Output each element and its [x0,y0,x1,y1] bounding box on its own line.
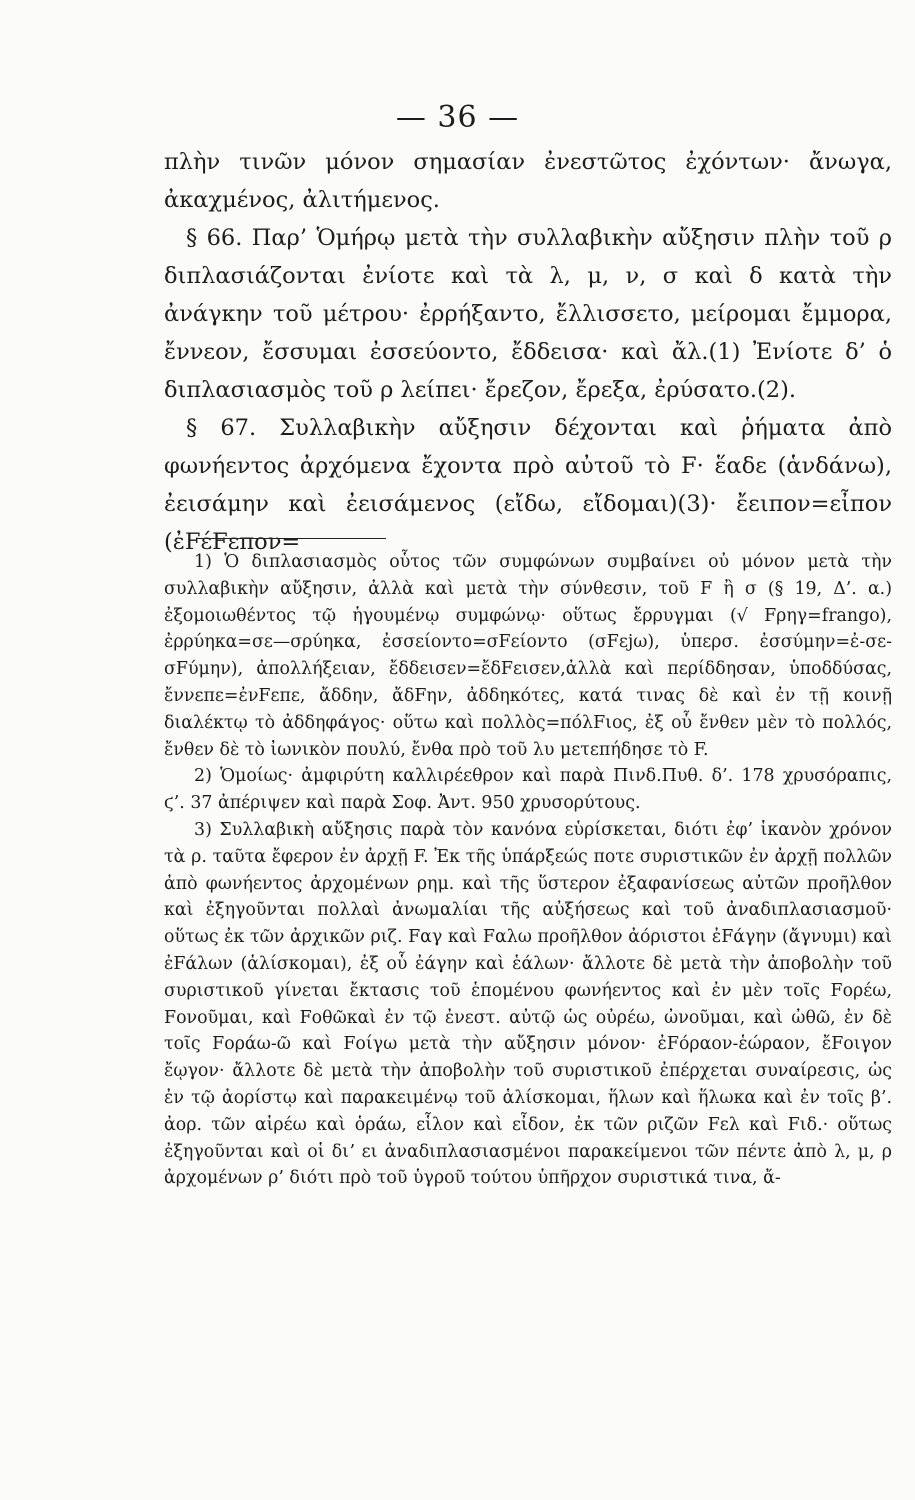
section-66: § 66. Παρ’ Ὁμήρῳ μετὰ τὴν συλλαβικὴν αὔξησιν πλὴν τοῦ ρ διπλασιάζονται ἐνίοτε καὶ τὰ λ, μ, ν, σ καὶ δ κατὰ τὴν ἀνάγκην τοῦ μέτρου· ἐρρήξαντο, ἔλλισσετο, μείρομαι ἔμμορα, ἔννεον, ἔσσυμαι ἐσσεύοντο, ἔδδεισα· καὶ ἄλ.(1) Ἐνίοτε δ’ ὁ διπλασιασμὸς τοῦ ρ λείπει· ἔρεζον, ἔρεξα, ἐρύσατο.(2). [164,225,892,403]
main-text [164,143,892,561]
paragraph-continuation: πλὴν τινῶν μόνον σημασίαν ἐνεστῶτος ἐχόντων· ἄνωγα, ἀκαχμένος, ἀλιτήμενος. [164,149,892,213]
footnote-divider [196,538,386,539]
footnote-3: 3) Συλλαβικὴ αὔξησις παρὰ τὸν κανόνα εὑρίσκεται, διότι ἐφ’ ἱκανὸν χρόνον τὰ ρ. ταῦτα ἔφερον ἐν ἀρχῇ F. Ἐκ τῆς ὑπάρξεώς ποτε συριστικῶν ἐν ἀρχῇ πολλῶν ἀπὸ φωνήεντος ἀρχομένων ρημ. καὶ τῆς ὕστερον ἐξαφανίσεως αὐτῶν προῆλθον καὶ ἐξηγοῦνται πολλαὶ ἀνωμαλίαι τῆς αὐξήσεως καὶ τοῦ ἀναδιπλασιασμοῦ· οὕτως ἐκ τῶν ἀρχικῶν ριζ. Fαγ καὶ Fαλω προῆλθον ἀόριστοι ἐFάγην (ἄγνυμι) καὶ ἐFάλων (ἁλίσκομαι), ἐξ οὗ ἐάγην καὶ ἑάλων· ἄλλοτε δὲ μετὰ τὴν ἀποβολὴν τοῦ συριστικοῦ γίνεται ἔκτασις τοῦ ἑπομένου φωνήεντος καὶ ἐν μὲν τοῖς Fορέω, Fονοῦμαι, καὶ Fοθῶκαὶ ἐν τῷ ἐνεστ. αὐτῷ ὡς οὐρέω, ὠνοῦμαι, καὶ ὠθῶ, ἐν δὲ τοῖς Fοράω-ῶ καὶ Fοίγω μετὰ τὴν αὔξησιν μόνον· ἐFόραον-ἑώραον, ἔFοιγον ἔῳγον· ἄλλοτε δὲ μετὰ τὴν ἀποβολὴν τοῦ συριστικοῦ ἐπέρχεται συναίρεσις, ὡς ἐν τῷ ἀορίστῳ καὶ παρακειμένῳ τοῦ ἁλίσκομαι, ἥλων καὶ ἥλωκα καὶ ἐν τοῖς β’. ἀορ. τῶν αἱρέω καὶ ὁράω, εἷλον καὶ εἶδον, ἐκ τῶν ριζῶν Fελ καὶ Fιδ.· οὕτως ἐξηγοῦνται καὶ οἱ διʼ ει ἀναδιπλασιασμένοι παρακείμενοι τῶν πέντε ἀπὸ λ, μ, ρ ἀρχομένων ρ’ διότι πρὸ τοῦ ὑγροῦ τούτου ὑπῆρχον συριστικά τινα, ἄ- [164,819,892,1189]
footnotes [164,549,892,1192]
section-67: § 67. Συλλαβικὴν αὔξησιν δέχονται καὶ ῥήματα ἀπὸ φωνήεντος ἀρχόμενα ἔχοντα πρὸ αὐτοῦ τὸ F· ἕαδε (ἁνδάνω), ἐεισάμην καὶ ἐεισάμενος (εἴδω, εἴδομαι)(3)· ἔειπον=εἶπον (ἐFέFεπον= [164,415,892,555]
footnote-2: 2) Ὁμοίως· ἀμφιρύτη καλλιρέεθρον καὶ παρὰ Πινδ.Πυθ. δ’. 178 χρυσόραπις, ϛ’. 37 ἀπέριψεν καὶ παρὰ Σοφ. Ἀντ. 950 χρυσορύτους. [164,766,892,814]
page-number: — 36 — [395,100,520,135]
footnote-1: 1) Ὁ διπλασιασμὸς οὗτος τῶν συμφώνων συμβαίνει οὐ μόνον μετὰ τὴν συλλαβικὴν αὔξησιν, ἀλλὰ καὶ μετὰ τὴν σύνθεσιν, τοῦ F ἢ σ (§ 19, Δ’. α.) ἐξομοιωθέντος τῷ ἡγουμένῳ συμφώνῳ· οὕτως ἔρρυγμαι (√ Fρηγ=frango), ἐρρύηκα=σε—σρύηκα, ἐσσείοντο=σFείοντο (σFεjω), ὑπερσ. ἐσσύμην=ἐ-σε-σFύμην), ἀπολλήξειαν, ἔδδεισεν=ἔδFεισεν,ἀλλὰ καὶ περίδδησαν, ὑποδδύσας, ἔννεπε=ἐνFεπε, ἄδδην, ἄδFην, ἀδδηκότες, κατά τινας δὲ καὶ ἐν τῇ κοινῇ διαλέκτῳ τὸ ἀδδηφάγος· οὕτω καὶ πολλὸς=πόλFιος, ἐξ οὗ ἔνθεν μὲν τὸ πολλός, ἔνθεν δὲ τὸ ἰωνικὸν πουλύ, ἔνθα πρὸ τοῦ λυ μετεπήδησε τὸ F. [164,552,892,760]
